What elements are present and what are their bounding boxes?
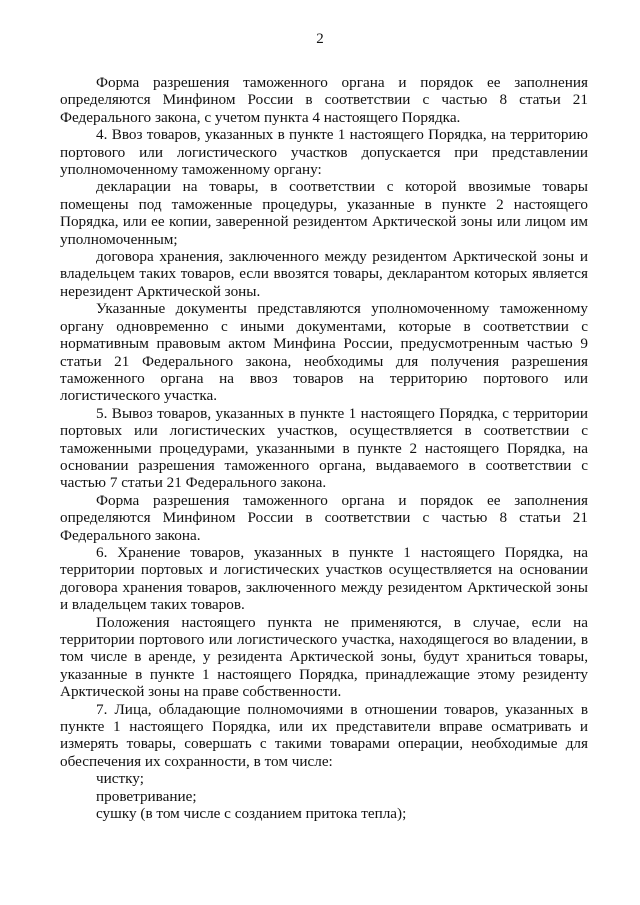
paragraph-documents: Указанные документы представляются уполномоченному таможенному органу одновременно с иными документами, которые в соответствии с нормативным правовым актом Минфина России, предусмотренным частью 9 статьи 21 Федерального закона, необходимы для получения разрешения таможенного органа на ввоз товаров на территорию портового или логистического участка. <box>60 300 588 405</box>
list-item-ventilation: проветривание; <box>96 787 197 805</box>
paragraph-item-5: 5. Вывоз товаров, указанных в пункте 1 настоящего Порядка, с территории портовых или логистических участков, осуществляется в соответствии с таможенными процедурами, указанными в пункте 2 настоящего Порядка, на основании разрешения таможенного органа, выдаваемого в соответствии с частью 7 статьи 21 Федерального закона. <box>60 404 588 492</box>
paragraph-item-6: 6. Хранение товаров, указанных в пункте 1 настоящего Порядка, на территории портовых и логистических участков осуществляется на основании договора хранения товаров, заключенного между резидентом Арктической зоны и владельцем таких товаров. <box>60 543 588 614</box>
paragraph-provisions: Положения настоящего пункта не применяются, в случае, если на территории портового или логистического участка, находящегося во владении, в том числе в аренде, у резидента Арктической зоны, будут храниться товары, указанные в пункте 1 настоящего Порядка, принадлежащие этому резиденту Арктической зоны на праве собственности. <box>60 613 588 701</box>
paragraph-declarations: декларации на товары, в соответствии с которой ввозимые товары помещены под таможенные процедуры, указанные в пункте 2 настоящего Порядка, или ее копии, заверенной резидентом Арктической зоны или лицом им уполномоченным; <box>60 178 588 248</box>
paragraph-item-4: 4. Ввоз товаров, указанных в пункте 1 настоящего Порядка, на территорию портового или логистического участков допускается при представлении уполномоченному таможенному органу: <box>60 126 588 179</box>
document-body <box>60 74 588 822</box>
paragraph-permit-form-2: Форма разрешения таможенного органа и порядок ее заполнения определяются Минфином России в соответствии с частью 8 статьи 21 Федерального закона. <box>60 491 588 544</box>
paragraph-permit-form: Форма разрешения таможенного органа и порядок ее заполнения определяются Минфином России в соответствии с частью 8 статьи 21 Федерального закона, с учетом пункта 4 настоящего Порядка. <box>60 74 588 126</box>
paragraph-storage-contract: договора хранения, заключенного между резидентом Арктической зоны и владельцем таких товаров, если ввозятся товары, декларантом которых является нерезидент Арктической зоны. <box>60 248 588 300</box>
paragraph-item-7: 7. Лица, обладающие полномочиями в отношении товаров, указанных в пункте 1 настоящего Порядка, или их представители вправе осматривать и измерять товары, совершать с такими товарами операции, необходимые для обеспечения их сохранности, в том числе: <box>60 700 588 770</box>
page-number: 2 <box>316 31 324 47</box>
list-item-cleaning: чистку; <box>96 770 144 788</box>
list-item-drying: сушку (в том числе с созданием притока тепла); <box>96 805 407 823</box>
